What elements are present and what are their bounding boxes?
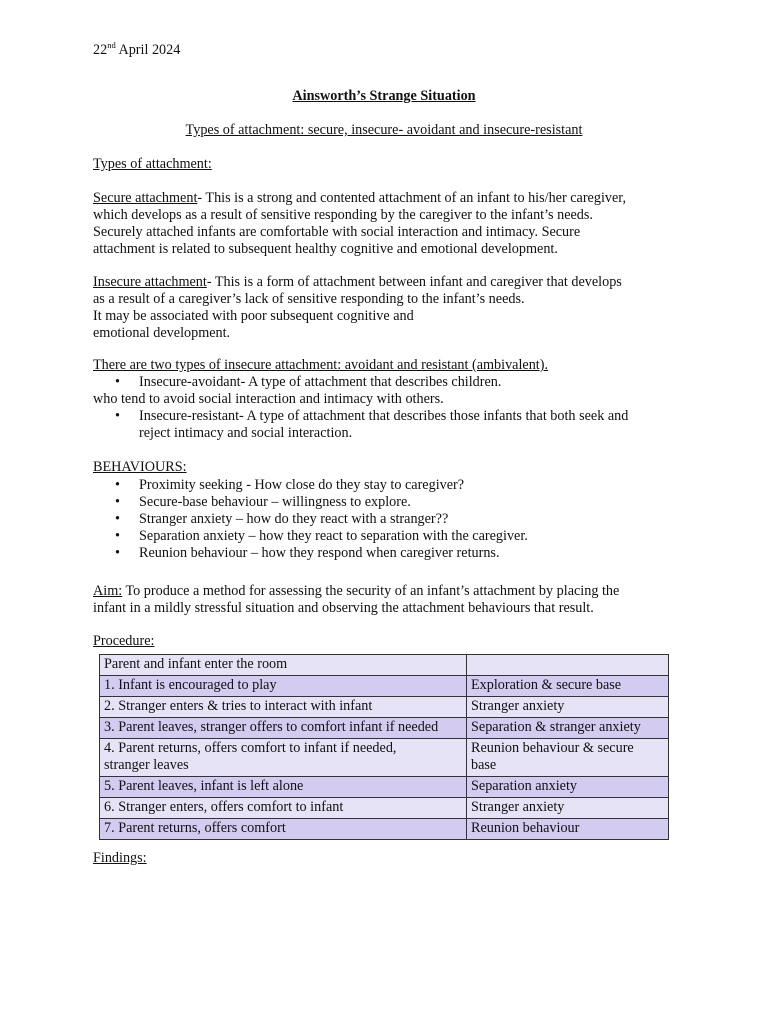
step-cell: 5. Parent leaves, infant is left alone: [100, 777, 467, 798]
behaviour-cell: Reunion behaviour & secure base: [467, 739, 669, 777]
table-row: [100, 676, 669, 697]
list-item: [93, 408, 683, 442]
behaviour-cell: Exploration & secure base: [467, 676, 669, 697]
findings-heading: Findings:: [93, 850, 147, 866]
behaviour-cell: Separation anxiety: [467, 777, 669, 798]
secure-attachment-term: Secure attachment: [93, 190, 198, 206]
table-row: [100, 655, 669, 676]
aim-line-1: infant in a mildly stressful situation and observing the attachment behaviours that result.: [93, 600, 594, 616]
step-cell: 3. Parent leaves, stranger offers to comfort infant if needed: [100, 718, 467, 739]
step-cell: 7. Parent returns, offers comfort: [100, 819, 467, 840]
secure-attachment-paragraph: [93, 190, 683, 258]
secure-line-0: - This is a strong and contented attachment of an infant to his/her caregiver,: [197, 190, 626, 206]
insecure-line-3: emotional development.: [93, 325, 231, 341]
table-row: [100, 739, 669, 777]
insecure-line-2: It may be associated with poor subsequent cognitive and: [93, 308, 414, 324]
procedure-table: [99, 654, 669, 840]
resistant-line: • Insecure-resistant- A type of attachment that describes those infants that both seek and: [139, 408, 629, 424]
list-item: • Separation anxiety – how they react to separation with the caregiver.: [93, 528, 683, 545]
table-row: [100, 798, 669, 819]
document-title: Ainsworth’s Strange Situation: [292, 88, 476, 104]
date-suffix: nd: [107, 40, 116, 50]
aim-line-0: To produce a method for assessing the security of an infant’s attachment by placing the: [122, 583, 620, 599]
insecure-line-0: - This is a form of attachment between infant and caregiver that develops: [206, 274, 622, 290]
date-rest: April 2024: [115, 42, 181, 58]
secure-line-1: which develops as a result of sensitive responding by the caregiver to the infant’s needs.: [93, 207, 593, 223]
behaviour-cell: [467, 655, 669, 676]
list-item: • Insecure-avoidant- A type of attachment that describes children.: [93, 374, 683, 391]
secure-line-3: attachment is related to subsequent healthy cognitive and emotional development.: [93, 241, 558, 257]
aim-label: Aim:: [93, 583, 123, 599]
step-cell: 4. Parent returns, offers comfort to infant if needed, stranger leaves: [100, 739, 467, 777]
step-cell: Parent and infant enter the room: [100, 655, 467, 676]
resistant-line: reject intimacy and social interaction.: [139, 425, 353, 441]
behaviour-cell: Separation & stranger anxiety: [467, 718, 669, 739]
avoidant-continuation: who tend to avoid social interaction and intimacy with others.: [93, 391, 444, 407]
insecure-types-list-continued: [93, 408, 683, 442]
table-row: [100, 718, 669, 739]
insecure-attachment-term: Insecure attachment: [93, 274, 207, 290]
table-row: [100, 777, 669, 798]
insecure-attachment-paragraph: [93, 274, 683, 342]
table-row: [100, 697, 669, 718]
insecure-line-1: as a result of a caregiver’s lack of sensitive responding to the infant’s needs.: [93, 291, 525, 307]
behaviours-list: [93, 477, 683, 562]
behaviours-section: [93, 477, 683, 562]
document-date: [93, 42, 180, 59]
date-day: 22: [93, 42, 108, 58]
list-item: • Secure-base behaviour – willingness to explore.: [93, 494, 683, 511]
step-cell: 6. Stranger enters, offers comfort to infant: [100, 798, 467, 819]
insecure-types-heading: There are two types of insecure attachment: avoidant and resistant (ambivalent).: [93, 357, 549, 373]
list-item: • Proximity seeking - How close do they stay to caregiver?: [93, 477, 683, 494]
procedure-heading: Procedure:: [93, 633, 155, 649]
types-heading: Types of attachment:: [93, 156, 212, 172]
behaviour-cell: Stranger anxiety: [467, 697, 669, 718]
step-cell: 1. Infant is encouraged to play: [100, 676, 467, 697]
insecure-types-section: [93, 374, 683, 442]
list-item: • Stranger anxiety – how do they react with a stranger??: [93, 511, 683, 528]
behaviour-cell: Stranger anxiety: [467, 798, 669, 819]
insecure-types-list: [93, 374, 683, 391]
table-row: [100, 819, 669, 840]
list-item: • Reunion behaviour – how they respond when caregiver returns.: [93, 545, 683, 562]
behaviour-cell: Reunion behaviour: [467, 819, 669, 840]
document-subtitle: Types of attachment: secure, insecure- avoidant and insecure-resistant: [185, 122, 583, 138]
aim-paragraph: [93, 583, 683, 617]
step-cell: 2. Stranger enters & tries to interact with infant: [100, 697, 467, 718]
behaviours-heading: BEHAVIOURS:: [93, 459, 187, 475]
secure-line-2: Securely attached infants are comfortable with social interaction and intimacy. Secure: [93, 224, 581, 240]
